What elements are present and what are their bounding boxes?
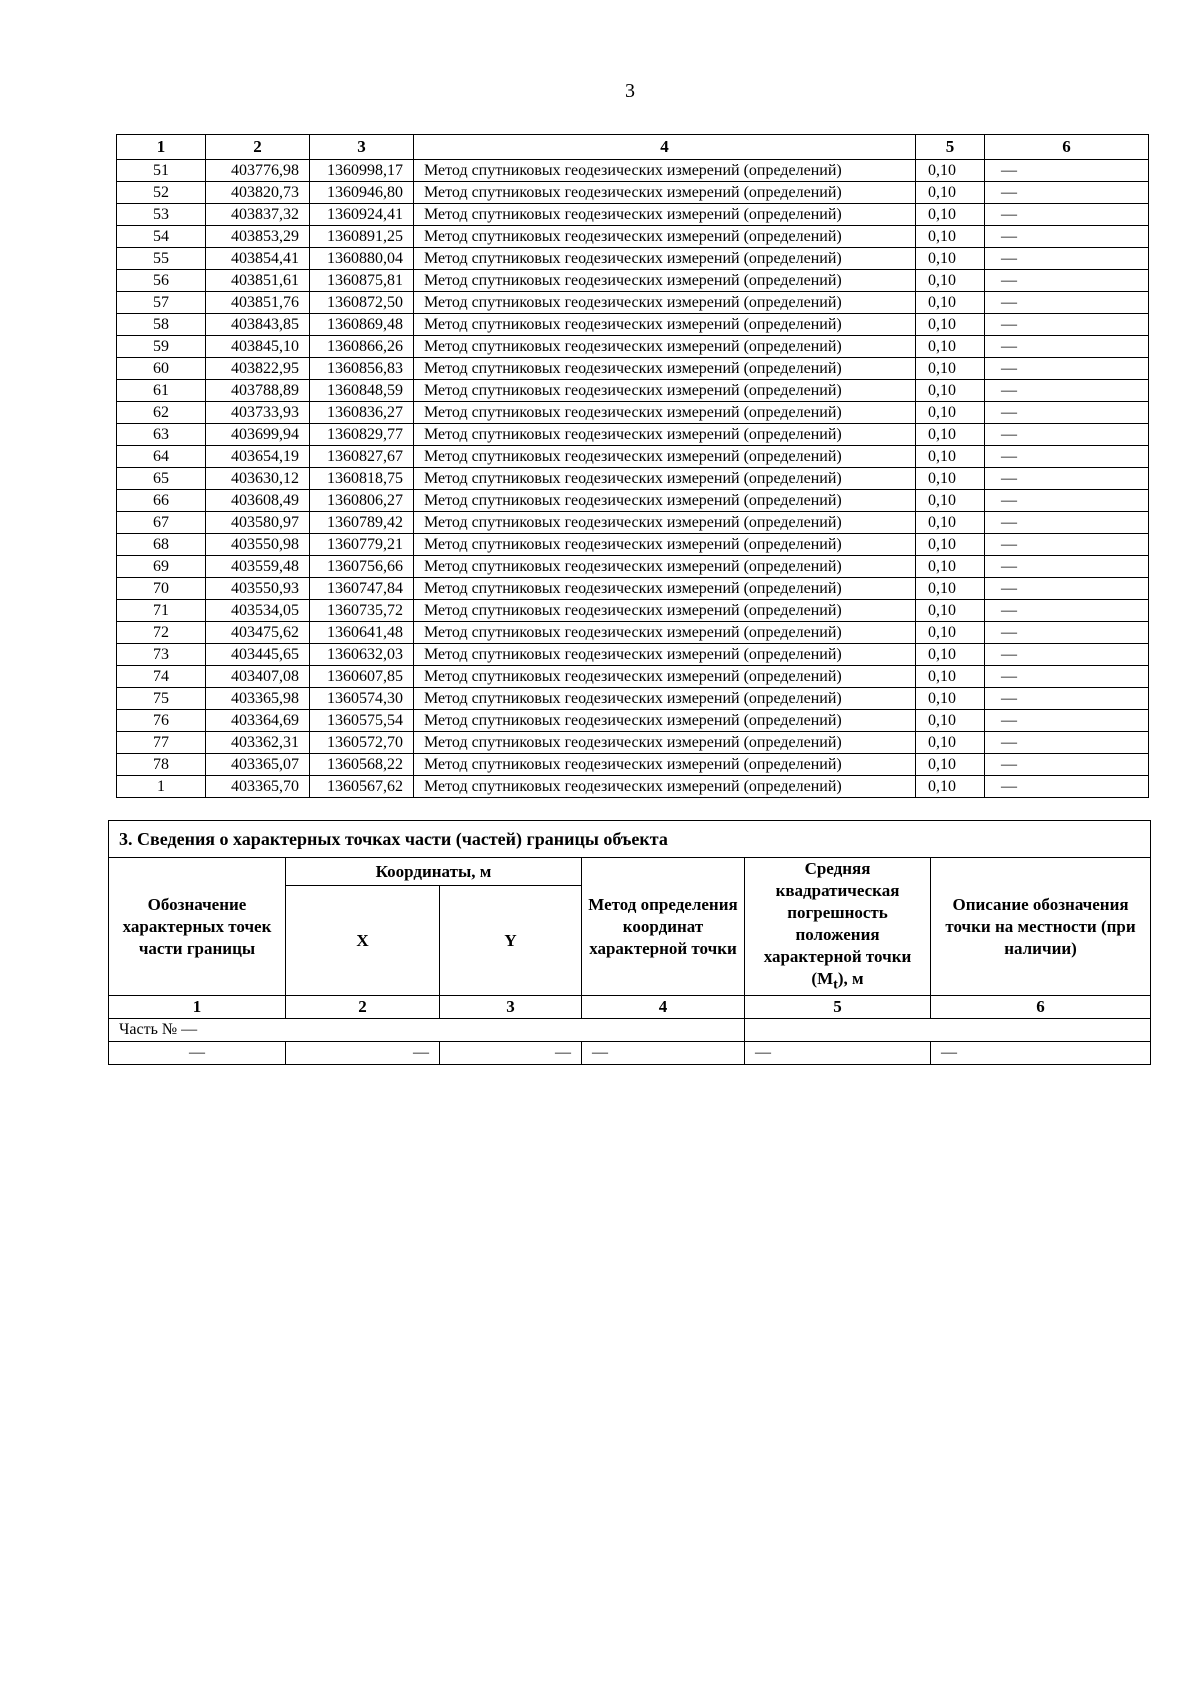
accuracy-cell: 0,10 [916, 270, 985, 292]
x-coordinate-cell: 403851,61 [206, 270, 310, 292]
x-coordinate-cell: 403733,93 [206, 402, 310, 424]
accuracy-cell: 0,10 [916, 512, 985, 534]
method-cell: Метод спутниковых геодезических измерений (определений) [414, 336, 916, 358]
x-coordinate-cell: 403837,32 [206, 204, 310, 226]
point-number-cell: 57 [117, 292, 206, 314]
description-cell: — [985, 182, 1149, 204]
point-number-cell: 59 [117, 336, 206, 358]
col-number: 1 [109, 996, 286, 1019]
y-coordinate-cell: 1360567,62 [310, 776, 414, 798]
x-coordinate-cell: 403365,70 [206, 776, 310, 798]
y-coordinate-cell: 1360836,27 [310, 402, 414, 424]
accuracy-cell: 0,10 [916, 732, 985, 754]
description-cell: — [985, 688, 1149, 710]
x-coordinate-cell: 403854,41 [206, 248, 310, 270]
description-cell: — [985, 336, 1149, 358]
table-row [117, 160, 1149, 182]
table-row [117, 446, 1149, 468]
y-coordinate-cell: 1360827,67 [310, 446, 414, 468]
method-cell: Метод спутниковых геодезических измерений (определений) [414, 402, 916, 424]
x-coordinate-cell: 403788,89 [206, 380, 310, 402]
point-number-cell: 60 [117, 358, 206, 380]
x-coordinate-cell: 403445,65 [206, 644, 310, 666]
accuracy-cell: 0,10 [916, 710, 985, 732]
method-cell: Метод спутниковых геодезических измерений (определений) [414, 314, 916, 336]
table-row [117, 226, 1149, 248]
y-coordinate-cell: 1360779,21 [310, 534, 414, 556]
accuracy-cell: 0,10 [916, 754, 985, 776]
accuracy-cell: 0,10 [916, 292, 985, 314]
table-row [117, 710, 1149, 732]
table-row [117, 578, 1149, 600]
y-coordinate-cell: 1360572,70 [310, 732, 414, 754]
point-number-cell: 70 [117, 578, 206, 600]
method-cell: Метод спутниковых геодезических измерений (определений) [414, 622, 916, 644]
accuracy-cell: 0,10 [916, 688, 985, 710]
table-row [117, 468, 1149, 490]
accuracy-cell: 0,10 [916, 248, 985, 270]
x-coordinate-cell: 403365,07 [206, 754, 310, 776]
section3-title: 3. Сведения о характерных точках части (частей) границы объекта [109, 821, 1151, 858]
y-coordinate-cell: 1360789,42 [310, 512, 414, 534]
method-cell: Метод спутниковых геодезических измерений (определений) [414, 358, 916, 380]
description-cell: — [985, 358, 1149, 380]
description-cell: — [985, 468, 1149, 490]
x-coordinate-cell: 403550,98 [206, 534, 310, 556]
point-number-cell: 68 [117, 534, 206, 556]
method-cell: Метод спутниковых геодезических измерений (определений) [414, 226, 916, 248]
header-cell: 2 [206, 135, 310, 160]
dash-cell: — [745, 1042, 931, 1065]
point-number-cell: 69 [117, 556, 206, 578]
part-label: Часть № — [109, 1019, 745, 1042]
point-number-cell: 55 [117, 248, 206, 270]
description-cell: — [985, 776, 1149, 798]
description-cell: — [985, 160, 1149, 182]
table-row [117, 270, 1149, 292]
table-row [117, 358, 1149, 380]
coordinates-table-header-row [117, 135, 1149, 160]
accuracy-cell: 0,10 [916, 314, 985, 336]
y-coordinate-cell: 1360880,04 [310, 248, 414, 270]
y-coordinate-cell: 1360924,41 [310, 204, 414, 226]
header-cell: 4 [414, 135, 916, 160]
x-coordinate-cell: 403853,29 [206, 226, 310, 248]
header-cell: 3 [310, 135, 414, 160]
description-cell: — [985, 446, 1149, 468]
method-cell: Метод спутниковых геодезических измерений (определений) [414, 512, 916, 534]
y-coordinate-cell: 1360574,30 [310, 688, 414, 710]
method-cell: Метод спутниковых геодезических измерений (определений) [414, 270, 916, 292]
x-coordinate-cell: 403776,98 [206, 160, 310, 182]
table-row [117, 754, 1149, 776]
point-number-cell: 74 [117, 666, 206, 688]
accuracy-cell: 0,10 [916, 226, 985, 248]
description-cell: — [985, 732, 1149, 754]
x-coordinate-cell: 403843,85 [206, 314, 310, 336]
accuracy-cell: 0,10 [916, 490, 985, 512]
x-coordinate-cell: 403580,97 [206, 512, 310, 534]
coordinates-table-body [117, 160, 1149, 798]
y-coordinate-cell: 1360735,72 [310, 600, 414, 622]
description-cell: — [985, 556, 1149, 578]
method-cell: Метод спутниковых геодезических измерений (определений) [414, 644, 916, 666]
accuracy-cell: 0,10 [916, 556, 985, 578]
y-coordinate-cell: 1360568,22 [310, 754, 414, 776]
point-number-cell: 61 [117, 380, 206, 402]
x-coordinate-cell: 403630,12 [206, 468, 310, 490]
y-coordinate-cell: 1360756,66 [310, 556, 414, 578]
description-cell: — [985, 292, 1149, 314]
table-row [117, 248, 1149, 270]
table-row [117, 688, 1149, 710]
dash-cell: — [286, 1042, 440, 1065]
point-number-cell: 63 [117, 424, 206, 446]
dash-cell: — [582, 1042, 745, 1065]
accuracy-cell: 0,10 [916, 336, 985, 358]
method-cell: Метод спутниковых геодезических измерений (определений) [414, 490, 916, 512]
point-number-cell: 66 [117, 490, 206, 512]
y-coordinate-cell: 1360848,59 [310, 380, 414, 402]
x-coordinate-cell: 403362,31 [206, 732, 310, 754]
point-number-cell: 56 [117, 270, 206, 292]
x-coordinate-cell: 403475,62 [206, 622, 310, 644]
method-cell: Метод спутниковых геодезических измерений (определений) [414, 248, 916, 270]
accuracy-cell: 0,10 [916, 666, 985, 688]
description-cell: — [985, 424, 1149, 446]
table-row [117, 600, 1149, 622]
method-cell: Метод спутниковых геодезических измерений (определений) [414, 534, 916, 556]
method-cell: Метод спутниковых геодезических измерений (определений) [414, 380, 916, 402]
description-cell: — [985, 270, 1149, 292]
description-cell: — [985, 380, 1149, 402]
col-number: 2 [286, 996, 440, 1019]
y-coordinate-cell: 1360829,77 [310, 424, 414, 446]
x-coordinate-cell: 403822,95 [206, 358, 310, 380]
col-coords-header: Координаты, м [286, 858, 582, 886]
description-cell: — [985, 248, 1149, 270]
x-coordinate-cell: 403820,73 [206, 182, 310, 204]
method-cell: Метод спутниковых геодезических измерений (определений) [414, 732, 916, 754]
description-cell: — [985, 578, 1149, 600]
method-cell: Метод спутниковых геодезических измерений (определений) [414, 424, 916, 446]
point-number-cell: 78 [117, 754, 206, 776]
point-number-cell: 64 [117, 446, 206, 468]
x-coordinate-cell: 403559,48 [206, 556, 310, 578]
dash-cell: — [109, 1042, 286, 1065]
y-coordinate-cell: 1360818,75 [310, 468, 414, 490]
description-cell: — [985, 600, 1149, 622]
col-accuracy-text: Средняя квадратическая погрешность положения характерной точки $(M_t)$, м [763, 859, 912, 993]
description-cell: — [985, 402, 1149, 424]
point-number-cell: 72 [117, 622, 206, 644]
accuracy-cell: 0,10 [916, 358, 985, 380]
point-number-cell: 51 [117, 160, 206, 182]
col-method-header: Метод определения координат характерной точки [582, 858, 745, 996]
x-coordinate-cell: 403365,98 [206, 688, 310, 710]
y-coordinate-cell: 1360607,85 [310, 666, 414, 688]
description-cell: — [985, 754, 1149, 776]
part-label-empty [745, 1019, 1151, 1042]
table-row [117, 512, 1149, 534]
accuracy-cell: 0,10 [916, 402, 985, 424]
accuracy-cell: 0,10 [916, 468, 985, 490]
accuracy-cell: 0,10 [916, 424, 985, 446]
col-description-header: Описание обозначения точки на местности (при наличии) [931, 858, 1151, 996]
point-number-cell: 65 [117, 468, 206, 490]
accuracy-cell: 0,10 [916, 534, 985, 556]
description-cell: — [985, 710, 1149, 732]
method-cell: Метод спутниковых геодезических измерений (определений) [414, 446, 916, 468]
table-row [117, 204, 1149, 226]
y-coordinate-cell: 1360856,83 [310, 358, 414, 380]
method-cell: Метод спутниковых геодезических измерений (определений) [414, 292, 916, 314]
point-number-cell: 62 [117, 402, 206, 424]
y-coordinate-cell: 1360872,50 [310, 292, 414, 314]
accuracy-cell: 0,10 [916, 644, 985, 666]
y-coordinate-cell: 1360891,25 [310, 226, 414, 248]
method-cell: Метод спутниковых геодезических измерений (определений) [414, 182, 916, 204]
method-cell: Метод спутниковых геодезических измерений (определений) [414, 556, 916, 578]
point-number-cell: 52 [117, 182, 206, 204]
point-number-cell: 1 [117, 776, 206, 798]
y-coordinate-cell: 1360632,03 [310, 644, 414, 666]
table-row [117, 776, 1149, 798]
y-coordinate-cell: 1360875,81 [310, 270, 414, 292]
y-coordinate-cell: 1360747,84 [310, 578, 414, 600]
description-cell: — [985, 226, 1149, 248]
accuracy-cell: 0,10 [916, 182, 985, 204]
coordinates-table [116, 134, 1149, 798]
y-coordinate-cell: 1360806,27 [310, 490, 414, 512]
point-number-cell: 54 [117, 226, 206, 248]
col-number: 6 [931, 996, 1151, 1019]
table-row [117, 292, 1149, 314]
table-row [117, 490, 1149, 512]
table-row [117, 182, 1149, 204]
y-coordinate-cell: 1360641,48 [310, 622, 414, 644]
accuracy-cell: 0,10 [916, 204, 985, 226]
accuracy-cell: 0,10 [916, 446, 985, 468]
y-coordinate-cell: 1360866,26 [310, 336, 414, 358]
description-cell: — [985, 204, 1149, 226]
dash-cell: — [440, 1042, 582, 1065]
point-number-cell: 67 [117, 512, 206, 534]
x-coordinate-cell: 403608,49 [206, 490, 310, 512]
accuracy-cell: 0,10 [916, 578, 985, 600]
y-coordinate-cell: 1360869,48 [310, 314, 414, 336]
table-row [117, 534, 1149, 556]
method-cell: Метод спутниковых геодезических измерений (определений) [414, 666, 916, 688]
method-cell: Метод спутниковых геодезических измерений (определений) [414, 204, 916, 226]
x-coordinate-cell: 403851,76 [206, 292, 310, 314]
x-coordinate-cell: 403407,08 [206, 666, 310, 688]
table-row [117, 644, 1149, 666]
table-row [117, 666, 1149, 688]
description-cell: — [985, 666, 1149, 688]
method-cell: Метод спутниковых геодезических измерений (определений) [414, 776, 916, 798]
header-cell: 5 [916, 135, 985, 160]
col-number: 5 [745, 996, 931, 1019]
col-x-header: X [286, 886, 440, 996]
method-cell: Метод спутниковых геодезических измерений (определений) [414, 468, 916, 490]
point-number-cell: 53 [117, 204, 206, 226]
col-number: 4 [582, 996, 745, 1019]
method-cell: Метод спутниковых геодезических измерений (определений) [414, 710, 916, 732]
header-cell: 6 [985, 135, 1149, 160]
col-accuracy-header [745, 858, 931, 996]
method-cell: Метод спутниковых геодезических измерений (определений) [414, 754, 916, 776]
table-row [117, 380, 1149, 402]
table-row [117, 732, 1149, 754]
accuracy-cell: 0,10 [916, 600, 985, 622]
point-number-cell: 76 [117, 710, 206, 732]
accuracy-cell: 0,10 [916, 380, 985, 402]
point-number-cell: 75 [117, 688, 206, 710]
accuracy-cell: 0,10 [916, 776, 985, 798]
header-cell: 1 [117, 135, 206, 160]
y-coordinate-cell: 1360946,80 [310, 182, 414, 204]
table-row [117, 314, 1149, 336]
description-cell: — [985, 512, 1149, 534]
col-designation-header: Обозначение характерных точек части границы [109, 858, 286, 996]
point-number-cell: 71 [117, 600, 206, 622]
x-coordinate-cell: 403364,69 [206, 710, 310, 732]
accuracy-cell: 0,10 [916, 622, 985, 644]
x-coordinate-cell: 403699,94 [206, 424, 310, 446]
col-number: 3 [440, 996, 582, 1019]
description-cell: — [985, 534, 1149, 556]
description-cell: — [985, 314, 1149, 336]
method-cell: Метод спутниковых геодезических измерений (определений) [414, 578, 916, 600]
page-number: 3 [625, 80, 635, 102]
point-number-cell: 58 [117, 314, 206, 336]
description-cell: — [985, 490, 1149, 512]
point-number-cell: 77 [117, 732, 206, 754]
method-cell: Метод спутниковых геодезических измерений (определений) [414, 600, 916, 622]
accuracy-cell: 0,10 [916, 160, 985, 182]
x-coordinate-cell: 403534,05 [206, 600, 310, 622]
x-coordinate-cell: 403550,93 [206, 578, 310, 600]
y-coordinate-cell: 1360998,17 [310, 160, 414, 182]
x-coordinate-cell: 403845,10 [206, 336, 310, 358]
description-cell: — [985, 644, 1149, 666]
method-cell: Метод спутниковых геодезических измерений (определений) [414, 160, 916, 182]
table-row [117, 622, 1149, 644]
table-row [117, 556, 1149, 578]
y-coordinate-cell: 1360575,54 [310, 710, 414, 732]
dash-cell: — [931, 1042, 1151, 1065]
point-number-cell: 73 [117, 644, 206, 666]
x-coordinate-cell: 403654,19 [206, 446, 310, 468]
section3-table [108, 820, 1151, 1065]
table-row [117, 424, 1149, 446]
table-row [117, 402, 1149, 424]
description-cell: — [985, 622, 1149, 644]
method-cell: Метод спутниковых геодезических измерений (определений) [414, 688, 916, 710]
table-row [117, 336, 1149, 358]
col-y-header: Y [440, 886, 582, 996]
